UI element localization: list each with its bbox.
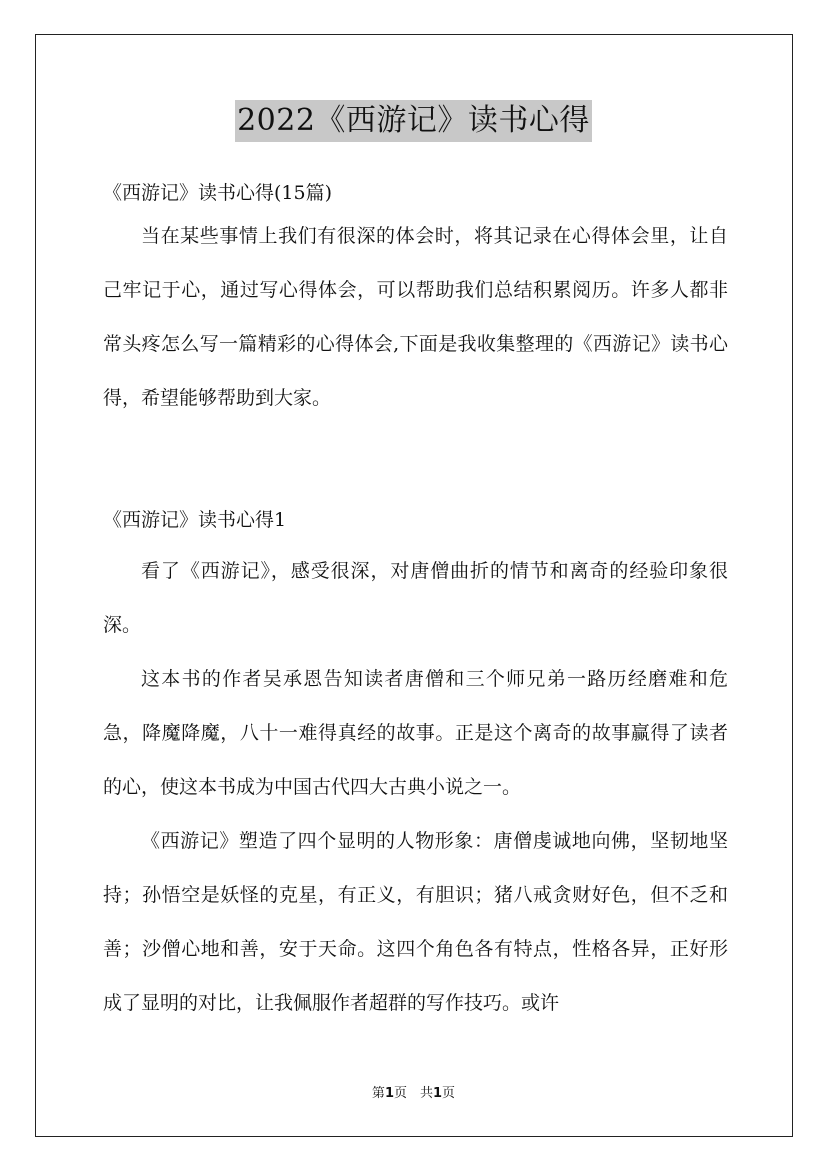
- footer-mid: 页 共: [393, 1086, 433, 1101]
- body-paragraph-1: 看了《西游记》，感受很深，对唐僧曲折的情节和离奇的经验印象很深。: [103, 560, 728, 636]
- page-footer: [0, 1082, 827, 1101]
- title-container: [0, 100, 827, 142]
- document-title: 2022《西游记》读书心得: [235, 100, 592, 142]
- body-paragraph-2: 这本书的作者吴承恩告知读者唐僧和三个师兄弟一路历经磨难和危急，降魔降魔，八十一难得真经的故事。正是这个离奇的故事赢得了读者的心，使这本书成为中国古代四大古典小说之一。: [103, 668, 728, 798]
- footer-page-total: 1: [433, 1086, 443, 1101]
- footer-prefix: 第: [371, 1086, 385, 1101]
- footer-page-current: 1: [384, 1086, 394, 1101]
- body-paragraph-3: 《西游记》塑造了四个显明的人物形象：唐僧虔诚地向佛，坚韧地坚持；孙悟空是妖怪的克星，有正义，有胆识；猪八戒贪财好色，但不乏和善；沙僧心地和善，安于天命。这四个角色各有特点，性格各异，正好形成了显明的对比，让我佩服作者超群的写作技巧。或许: [103, 830, 728, 1014]
- footer-suffix: 页: [442, 1086, 456, 1101]
- document-subtitle: 《西游记》读书心得(15篇): [103, 182, 333, 204]
- intro-paragraph: 当在某些事情上我们有很深的体会时，将其记录在心得体会里，让自己牢记于心，通过写心得体会，可以帮助我们总结积累阅历。许多人都非常头疼怎么写一篇精彩的心得体会,下面是我收集整理的《西游记》读书心得，希望能够帮助到大家。: [103, 225, 728, 409]
- section-heading: 《西游记》读书心得1: [103, 509, 287, 531]
